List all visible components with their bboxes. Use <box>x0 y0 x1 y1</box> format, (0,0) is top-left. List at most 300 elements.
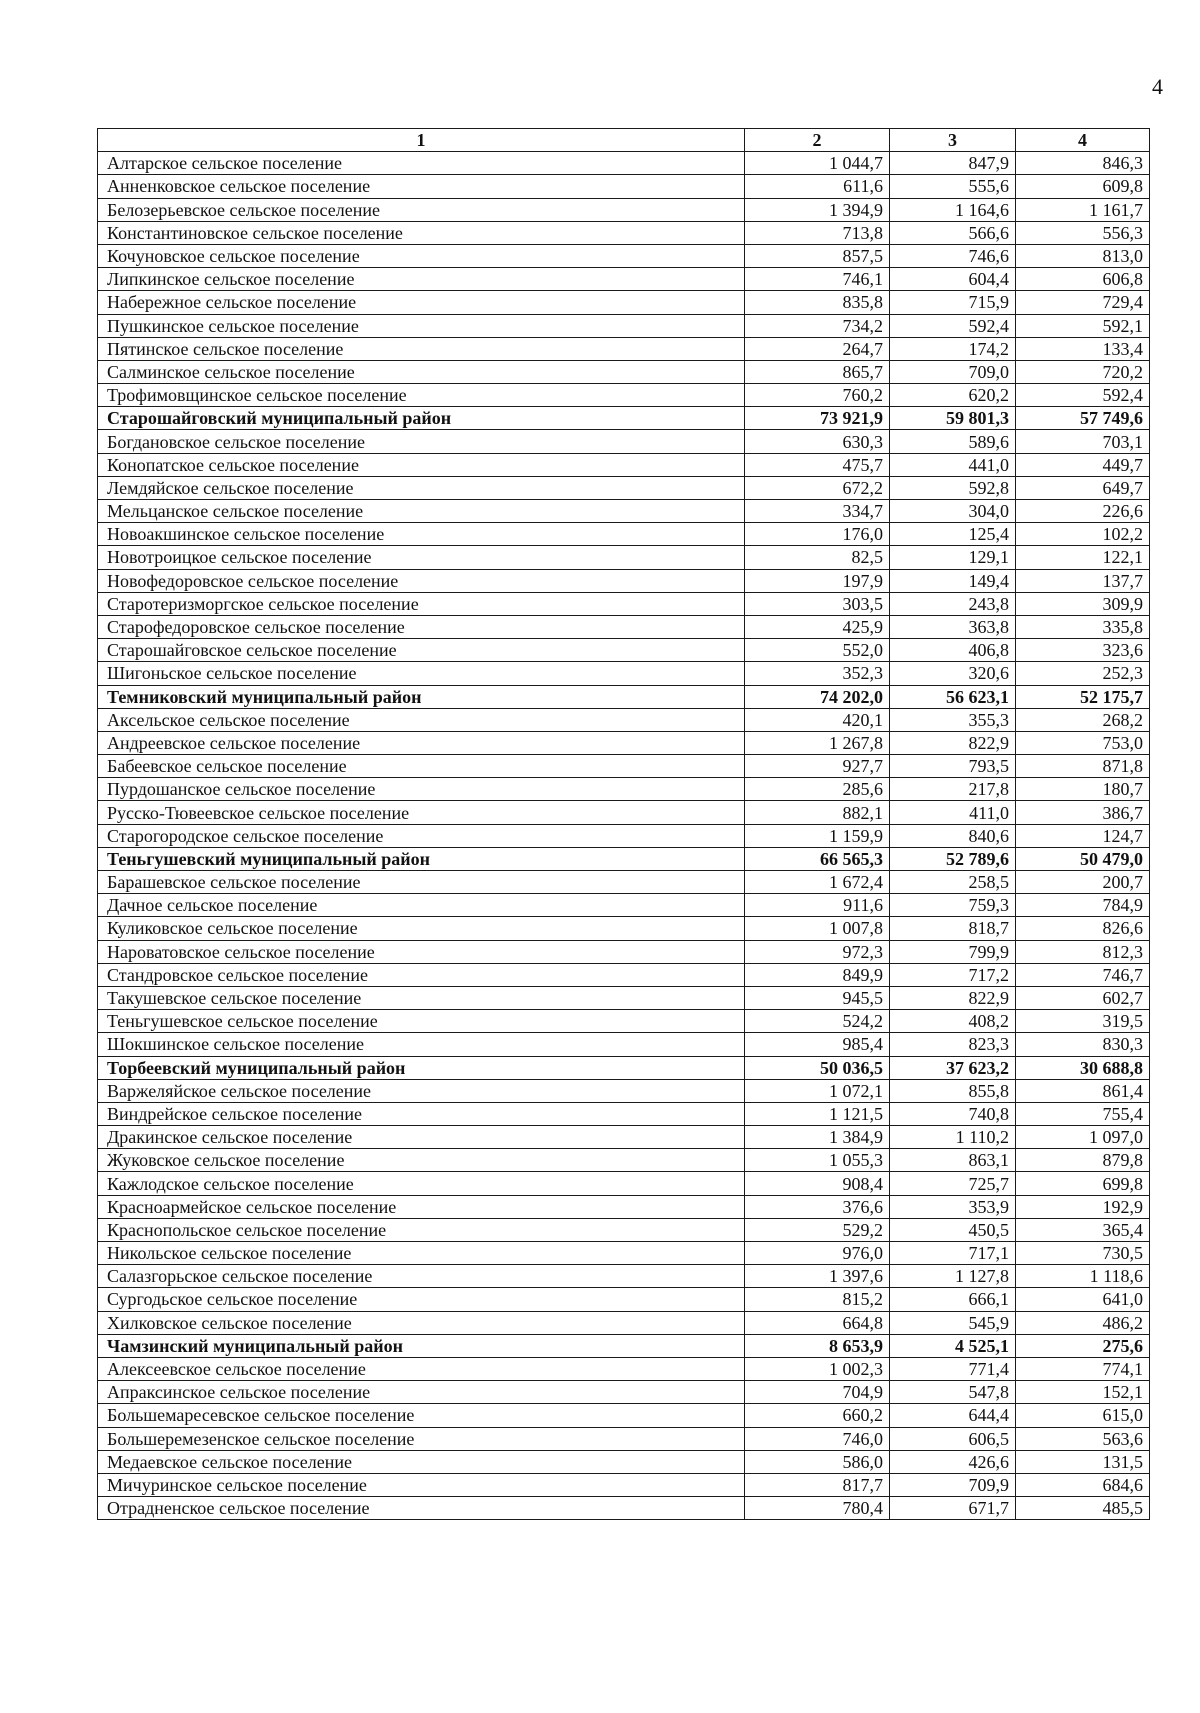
table-row <box>98 360 1150 383</box>
row-name-cell: Дракинское сельское поселение <box>98 1126 745 1149</box>
row-name-cell: Салазгорьское сельское поселение <box>98 1265 745 1288</box>
row-value-col3: 545,9 <box>890 1311 1016 1334</box>
column-header-3: 3 <box>890 129 1016 152</box>
row-value-col3: 644,4 <box>890 1404 1016 1427</box>
row-value-col2: 8 653,9 <box>745 1334 890 1357</box>
table-row <box>98 1218 1150 1241</box>
row-value-col2: 882,1 <box>745 801 890 824</box>
row-value-col2: 664,8 <box>745 1311 890 1334</box>
row-value-col3: 793,5 <box>890 755 1016 778</box>
row-name-cell: Алексеевское сельское поселение <box>98 1357 745 1380</box>
row-value-col3: 717,1 <box>890 1242 1016 1265</box>
row-value-col4: 131,5 <box>1016 1450 1150 1473</box>
row-value-col3: 59 801,3 <box>890 407 1016 430</box>
row-name-cell: Барашевское сельское поселение <box>98 871 745 894</box>
row-value-col4: 871,8 <box>1016 755 1150 778</box>
table-row <box>98 1288 1150 1311</box>
table-row <box>98 500 1150 523</box>
row-value-col4: 319,5 <box>1016 1010 1150 1033</box>
row-value-col3: 243,8 <box>890 592 1016 615</box>
table-row <box>98 1172 1150 1195</box>
table-body <box>98 152 1150 1520</box>
table-row <box>98 778 1150 801</box>
table-row <box>98 175 1150 198</box>
row-value-col4: 323,6 <box>1016 639 1150 662</box>
row-name-cell: Лемдяйское сельское поселение <box>98 476 745 499</box>
row-value-col2: 1 394,9 <box>745 198 890 221</box>
row-name-cell: Салминское сельское поселение <box>98 360 745 383</box>
row-value-col3: 353,9 <box>890 1195 1016 1218</box>
table-row <box>98 1265 1150 1288</box>
table-header <box>98 129 1150 152</box>
row-name-cell: Темниковский муниципальный район <box>98 685 745 708</box>
row-value-col3: 771,4 <box>890 1357 1016 1380</box>
row-name-cell: Шигоньское сельское поселение <box>98 662 745 685</box>
row-value-col2: 50 036,5 <box>745 1056 890 1079</box>
table-row <box>98 1149 1150 1172</box>
row-value-col3: 592,4 <box>890 314 1016 337</box>
row-value-col3: 149,4 <box>890 569 1016 592</box>
row-value-col2: 334,7 <box>745 500 890 523</box>
row-value-col3: 725,7 <box>890 1172 1016 1195</box>
row-value-col2: 197,9 <box>745 569 890 592</box>
row-name-cell: Набережное сельское поселение <box>98 291 745 314</box>
row-value-col2: 285,6 <box>745 778 890 801</box>
row-name-cell: Такушевское сельское поселение <box>98 986 745 1009</box>
table-row <box>98 1079 1150 1102</box>
row-value-col2: 376,6 <box>745 1195 890 1218</box>
row-value-col4: 1 097,0 <box>1016 1126 1150 1149</box>
table-row <box>98 801 1150 824</box>
row-value-col3: 823,3 <box>890 1033 1016 1056</box>
row-value-col2: 704,9 <box>745 1381 890 1404</box>
row-name-cell: Нароватовское сельское поселение <box>98 940 745 963</box>
table-row <box>98 244 1150 267</box>
table-row <box>98 731 1150 754</box>
row-name-cell: Сургодьское сельское поселение <box>98 1288 745 1311</box>
row-value-col2: 908,4 <box>745 1172 890 1195</box>
row-value-col3: 408,2 <box>890 1010 1016 1033</box>
row-name-cell: Старофедоровское сельское поселение <box>98 615 745 638</box>
row-value-col4: 720,2 <box>1016 360 1150 383</box>
row-value-col4: 309,9 <box>1016 592 1150 615</box>
row-value-col3: 855,8 <box>890 1079 1016 1102</box>
row-value-col2: 849,9 <box>745 963 890 986</box>
row-value-col2: 1 397,6 <box>745 1265 890 1288</box>
row-value-col2: 1 055,3 <box>745 1149 890 1172</box>
row-value-col2: 972,3 <box>745 940 890 963</box>
row-value-col2: 976,0 <box>745 1242 890 1265</box>
row-value-col2: 1 121,5 <box>745 1102 890 1125</box>
table-row <box>98 871 1150 894</box>
row-value-col2: 945,5 <box>745 986 890 1009</box>
row-value-col3: 355,3 <box>890 708 1016 731</box>
table-row <box>98 523 1150 546</box>
row-value-col2: 713,8 <box>745 221 890 244</box>
row-name-cell: Мичуринское сельское поселение <box>98 1473 745 1496</box>
row-value-col2: 815,2 <box>745 1288 890 1311</box>
row-value-col4: 365,4 <box>1016 1218 1150 1241</box>
row-value-col4: 812,3 <box>1016 940 1150 963</box>
row-value-col4: 703,1 <box>1016 430 1150 453</box>
table-row <box>98 476 1150 499</box>
row-name-cell: Новоакшинское сельское поселение <box>98 523 745 546</box>
table-row <box>98 291 1150 314</box>
row-value-col2: 1 007,8 <box>745 917 890 940</box>
row-value-col4: 830,3 <box>1016 1033 1150 1056</box>
row-value-col4: 556,3 <box>1016 221 1150 244</box>
row-value-col4: 180,7 <box>1016 778 1150 801</box>
row-value-col2: 672,2 <box>745 476 890 499</box>
row-value-col3: 129,1 <box>890 546 1016 569</box>
data-table <box>97 128 1150 1520</box>
row-value-col4: 57 749,6 <box>1016 407 1150 430</box>
row-value-col4: 846,3 <box>1016 152 1150 175</box>
row-value-col4: 592,1 <box>1016 314 1150 337</box>
row-name-cell: Липкинское сельское поселение <box>98 268 745 291</box>
row-value-col4: 226,6 <box>1016 500 1150 523</box>
row-value-col3: 840,6 <box>890 824 1016 847</box>
row-value-col4: 275,6 <box>1016 1334 1150 1357</box>
row-name-cell: Пушкинское сельское поселение <box>98 314 745 337</box>
row-value-col4: 649,7 <box>1016 476 1150 499</box>
row-value-col2: 524,2 <box>745 1010 890 1033</box>
row-value-col2: 352,3 <box>745 662 890 685</box>
row-value-col4: 1 118,6 <box>1016 1265 1150 1288</box>
row-value-col4: 784,9 <box>1016 894 1150 917</box>
row-value-col3: 258,5 <box>890 871 1016 894</box>
row-name-cell: Мельцанское сельское поселение <box>98 500 745 523</box>
row-value-col3: 604,4 <box>890 268 1016 291</box>
row-value-col2: 1 267,8 <box>745 731 890 754</box>
row-value-col4: 774,1 <box>1016 1357 1150 1380</box>
table-row <box>98 986 1150 1009</box>
row-value-col3: 709,9 <box>890 1473 1016 1496</box>
row-name-cell: Кочуновское сельское поселение <box>98 244 745 267</box>
row-name-cell: Большемаресевское сельское поселение <box>98 1404 745 1427</box>
row-value-col3: 426,6 <box>890 1450 1016 1473</box>
table-row <box>98 1242 1150 1265</box>
table-row <box>98 1497 1150 1520</box>
table-row <box>98 662 1150 685</box>
row-value-col4: 252,3 <box>1016 662 1150 685</box>
row-name-cell: Константиновское сельское поселение <box>98 221 745 244</box>
row-value-col4: 124,7 <box>1016 824 1150 847</box>
table-row <box>98 940 1150 963</box>
row-value-col3: 304,0 <box>890 500 1016 523</box>
column-header-4: 4 <box>1016 129 1150 152</box>
row-value-col3: 589,6 <box>890 430 1016 453</box>
row-name-cell: Медаевское сельское поселение <box>98 1450 745 1473</box>
row-name-cell: Краснопольское сельское поселение <box>98 1218 745 1241</box>
row-value-col4: 826,6 <box>1016 917 1150 940</box>
row-value-col2: 660,2 <box>745 1404 890 1427</box>
row-value-col3: 717,2 <box>890 963 1016 986</box>
table-row <box>98 1450 1150 1473</box>
column-header-1: 1 <box>98 129 745 152</box>
row-value-col4: 133,4 <box>1016 337 1150 360</box>
row-value-col3: 671,7 <box>890 1497 1016 1520</box>
row-value-col3: 847,9 <box>890 152 1016 175</box>
row-value-col4: 615,0 <box>1016 1404 1150 1427</box>
row-value-col2: 552,0 <box>745 639 890 662</box>
table-row <box>98 592 1150 615</box>
table-row <box>98 453 1150 476</box>
table-row <box>98 268 1150 291</box>
row-value-col4: 879,8 <box>1016 1149 1150 1172</box>
row-value-col2: 746,0 <box>745 1427 890 1450</box>
table-row <box>98 1033 1150 1056</box>
row-name-cell: Куликовское сельское поселение <box>98 917 745 940</box>
table-row <box>98 198 1150 221</box>
district-total-row <box>98 407 1150 430</box>
row-value-col2: 817,7 <box>745 1473 890 1496</box>
row-value-col4: 122,1 <box>1016 546 1150 569</box>
row-value-col2: 1 002,3 <box>745 1357 890 1380</box>
row-value-col3: 125,4 <box>890 523 1016 546</box>
row-value-col3: 4 525,1 <box>890 1334 1016 1357</box>
row-value-col3: 363,8 <box>890 615 1016 638</box>
row-value-col3: 822,9 <box>890 731 1016 754</box>
row-name-cell: Конопатское сельское поселение <box>98 453 745 476</box>
table-row <box>98 152 1150 175</box>
table-row <box>98 1357 1150 1380</box>
row-value-col4: 386,7 <box>1016 801 1150 824</box>
table-row <box>98 314 1150 337</box>
row-value-col3: 592,8 <box>890 476 1016 499</box>
page-number: 4 <box>1152 74 1163 99</box>
row-name-cell: Теньгушевское сельское поселение <box>98 1010 745 1033</box>
row-value-col4: 486,2 <box>1016 1311 1150 1334</box>
row-name-cell: Алтарское сельское поселение <box>98 152 745 175</box>
row-value-col3: 1 127,8 <box>890 1265 1016 1288</box>
row-value-col4: 746,7 <box>1016 963 1150 986</box>
table-row <box>98 1404 1150 1427</box>
row-name-cell: Старошайговское сельское поселение <box>98 639 745 662</box>
row-value-col2: 1 072,1 <box>745 1079 890 1102</box>
row-name-cell: Старошайговский муниципальный район <box>98 407 745 430</box>
table-row <box>98 1427 1150 1450</box>
row-value-col2: 1 044,7 <box>745 152 890 175</box>
row-value-col4: 699,8 <box>1016 1172 1150 1195</box>
table-row <box>98 708 1150 731</box>
district-total-row <box>98 1056 1150 1079</box>
row-value-col3: 818,7 <box>890 917 1016 940</box>
row-name-cell: Трофимовщинское сельское поселение <box>98 384 745 407</box>
row-value-col2: 865,7 <box>745 360 890 383</box>
row-value-col2: 73 921,9 <box>745 407 890 430</box>
row-name-cell: Новотроицкое сельское поселение <box>98 546 745 569</box>
row-name-cell: Отрадненское сельское поселение <box>98 1497 745 1520</box>
row-name-cell: Большеремезенское сельское поселение <box>98 1427 745 1450</box>
row-value-col2: 420,1 <box>745 708 890 731</box>
row-value-col2: 857,5 <box>745 244 890 267</box>
table-row <box>98 546 1150 569</box>
row-value-col4: 1 161,7 <box>1016 198 1150 221</box>
row-name-cell: Пятинское сельское поселение <box>98 337 745 360</box>
row-value-col3: 320,6 <box>890 662 1016 685</box>
row-value-col4: 485,5 <box>1016 1497 1150 1520</box>
row-value-col4: 200,7 <box>1016 871 1150 894</box>
row-value-col3: 709,0 <box>890 360 1016 383</box>
row-value-col2: 529,2 <box>745 1218 890 1241</box>
row-value-col2: 74 202,0 <box>745 685 890 708</box>
row-value-col3: 52 789,6 <box>890 847 1016 870</box>
table-row <box>98 337 1150 360</box>
row-value-col2: 734,2 <box>745 314 890 337</box>
row-value-col2: 264,7 <box>745 337 890 360</box>
row-name-cell: Белозерьевское сельское поселение <box>98 198 745 221</box>
row-value-col2: 1 159,9 <box>745 824 890 847</box>
table-row <box>98 894 1150 917</box>
row-name-cell: Богдановское сельское поселение <box>98 430 745 453</box>
row-value-col4: 449,7 <box>1016 453 1150 476</box>
row-value-col4: 102,2 <box>1016 523 1150 546</box>
table-row <box>98 1311 1150 1334</box>
table-row <box>98 615 1150 638</box>
row-value-col4: 609,8 <box>1016 175 1150 198</box>
row-value-col3: 746,6 <box>890 244 1016 267</box>
row-value-col2: 1 672,4 <box>745 871 890 894</box>
table-row <box>98 639 1150 662</box>
table-row <box>98 1126 1150 1149</box>
row-name-cell: Русско-Тювеевское сельское поселение <box>98 801 745 824</box>
table-row <box>98 1381 1150 1404</box>
row-value-col2: 780,4 <box>745 1497 890 1520</box>
row-name-cell: Кажлодское сельское поселение <box>98 1172 745 1195</box>
table-row <box>98 1473 1150 1496</box>
row-name-cell: Старотеризморгское сельское поселение <box>98 592 745 615</box>
row-value-col3: 620,2 <box>890 384 1016 407</box>
row-value-col2: 985,4 <box>745 1033 890 1056</box>
row-value-col3: 547,8 <box>890 1381 1016 1404</box>
row-name-cell: Дачное сельское поселение <box>98 894 745 917</box>
row-value-col2: 475,7 <box>745 453 890 476</box>
row-value-col3: 37 623,2 <box>890 1056 1016 1079</box>
row-value-col4: 730,5 <box>1016 1242 1150 1265</box>
row-name-cell: Чамзинский муниципальный район <box>98 1334 745 1357</box>
row-value-col3: 715,9 <box>890 291 1016 314</box>
row-name-cell: Теньгушевский муниципальный район <box>98 847 745 870</box>
row-value-col4: 606,8 <box>1016 268 1150 291</box>
district-total-row <box>98 1334 1150 1357</box>
row-name-cell: Аксельское сельское поселение <box>98 708 745 731</box>
row-value-col4: 641,0 <box>1016 1288 1150 1311</box>
row-name-cell: Никольское сельское поселение <box>98 1242 745 1265</box>
row-value-col3: 1 164,6 <box>890 198 1016 221</box>
table-row <box>98 569 1150 592</box>
table-row <box>98 917 1150 940</box>
row-value-col3: 606,5 <box>890 1427 1016 1450</box>
row-value-col2: 425,9 <box>745 615 890 638</box>
column-header-2: 2 <box>745 129 890 152</box>
table-row <box>98 221 1150 244</box>
row-value-col2: 586,0 <box>745 1450 890 1473</box>
row-name-cell: Андреевское сельское поселение <box>98 731 745 754</box>
row-value-col4: 755,4 <box>1016 1102 1150 1125</box>
row-value-col3: 1 110,2 <box>890 1126 1016 1149</box>
row-value-col4: 52 175,7 <box>1016 685 1150 708</box>
table-row <box>98 1102 1150 1125</box>
row-name-cell: Варжеляйское сельское поселение <box>98 1079 745 1102</box>
row-value-col3: 56 623,1 <box>890 685 1016 708</box>
row-name-cell: Стандровское сельское поселение <box>98 963 745 986</box>
row-name-cell: Старогородское сельское поселение <box>98 824 745 847</box>
row-value-col2: 835,8 <box>745 291 890 314</box>
table-row <box>98 430 1150 453</box>
row-name-cell: Апраксинское сельское поселение <box>98 1381 745 1404</box>
table-row <box>98 1010 1150 1033</box>
table-row <box>98 824 1150 847</box>
row-value-col2: 746,1 <box>745 268 890 291</box>
row-value-col4: 602,7 <box>1016 986 1150 1009</box>
row-value-col4: 563,6 <box>1016 1427 1150 1450</box>
row-name-cell: Анненковское сельское поселение <box>98 175 745 198</box>
row-value-col3: 406,8 <box>890 639 1016 662</box>
row-value-col3: 174,2 <box>890 337 1016 360</box>
table-row <box>98 1195 1150 1218</box>
header-row <box>98 129 1150 152</box>
row-value-col3: 411,0 <box>890 801 1016 824</box>
row-value-col4: 684,6 <box>1016 1473 1150 1496</box>
row-value-col2: 927,7 <box>745 755 890 778</box>
district-total-row <box>98 685 1150 708</box>
row-value-col3: 555,6 <box>890 175 1016 198</box>
row-value-col4: 137,7 <box>1016 569 1150 592</box>
row-value-col2: 82,5 <box>745 546 890 569</box>
row-value-col2: 760,2 <box>745 384 890 407</box>
row-value-col4: 335,8 <box>1016 615 1150 638</box>
row-value-col3: 566,6 <box>890 221 1016 244</box>
row-name-cell: Бабеевское сельское поселение <box>98 755 745 778</box>
row-value-col2: 630,3 <box>745 430 890 453</box>
row-value-col3: 822,9 <box>890 986 1016 1009</box>
row-value-col3: 450,5 <box>890 1218 1016 1241</box>
row-value-col2: 911,6 <box>745 894 890 917</box>
row-value-col4: 753,0 <box>1016 731 1150 754</box>
row-value-col2: 66 565,3 <box>745 847 890 870</box>
row-value-col3: 863,1 <box>890 1149 1016 1172</box>
row-value-col4: 192,9 <box>1016 1195 1150 1218</box>
row-value-col4: 30 688,8 <box>1016 1056 1150 1079</box>
row-value-col3: 740,8 <box>890 1102 1016 1125</box>
district-total-row <box>98 847 1150 870</box>
row-value-col2: 611,6 <box>745 175 890 198</box>
row-value-col4: 268,2 <box>1016 708 1150 731</box>
row-value-col2: 1 384,9 <box>745 1126 890 1149</box>
row-value-col4: 152,1 <box>1016 1381 1150 1404</box>
row-name-cell: Красноармейское сельское поселение <box>98 1195 745 1218</box>
row-value-col3: 759,3 <box>890 894 1016 917</box>
row-value-col4: 592,4 <box>1016 384 1150 407</box>
row-name-cell: Торбеевский муниципальный район <box>98 1056 745 1079</box>
row-value-col3: 217,8 <box>890 778 1016 801</box>
row-value-col3: 666,1 <box>890 1288 1016 1311</box>
row-value-col4: 50 479,0 <box>1016 847 1150 870</box>
row-name-cell: Хилковское сельское поселение <box>98 1311 745 1334</box>
row-value-col3: 441,0 <box>890 453 1016 476</box>
row-name-cell: Новофедоровское сельское поселение <box>98 569 745 592</box>
table-row <box>98 963 1150 986</box>
row-value-col4: 813,0 <box>1016 244 1150 267</box>
row-name-cell: Жуковское сельское поселение <box>98 1149 745 1172</box>
row-value-col4: 861,4 <box>1016 1079 1150 1102</box>
table-row <box>98 755 1150 778</box>
row-value-col3: 799,9 <box>890 940 1016 963</box>
row-name-cell: Шокшинское сельское поселение <box>98 1033 745 1056</box>
table-row <box>98 384 1150 407</box>
row-value-col2: 176,0 <box>745 523 890 546</box>
